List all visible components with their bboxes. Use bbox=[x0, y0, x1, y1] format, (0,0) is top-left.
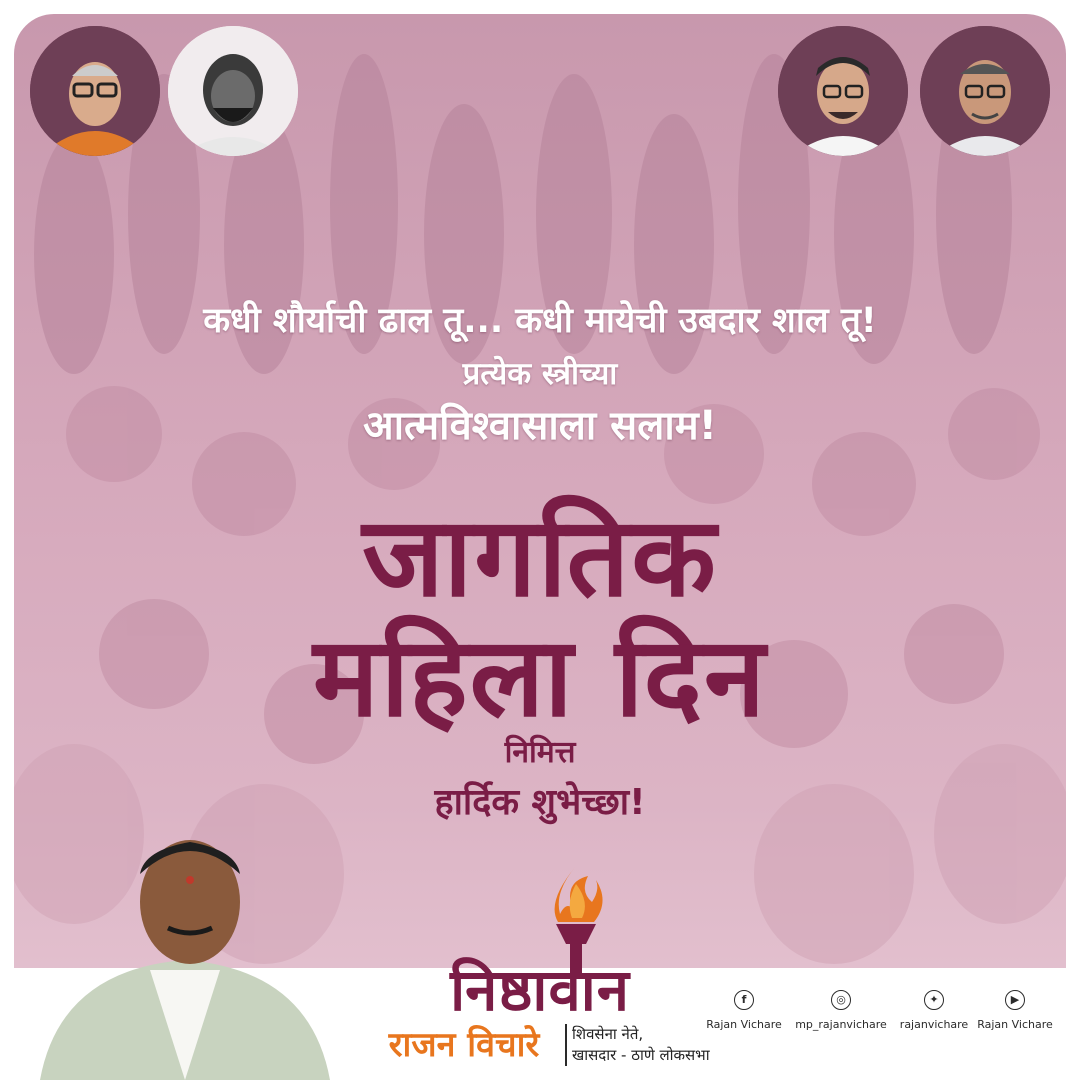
title-nimitt: निमित्त bbox=[504, 735, 576, 770]
youtube-icon: ▶ bbox=[1005, 990, 1025, 1010]
social-handle: Rajan Vichare bbox=[706, 1018, 782, 1031]
twitter-icon: ✦ bbox=[924, 990, 944, 1010]
portrait-4 bbox=[920, 26, 1050, 156]
title-mahila-din: महिला दिन bbox=[313, 612, 767, 741]
brand-leader-name: राजन विचारे bbox=[388, 1025, 540, 1065]
person-portrait-icon bbox=[168, 26, 298, 156]
person-portrait-icon bbox=[920, 26, 1050, 156]
social-handle: rajanvichare bbox=[899, 1018, 969, 1031]
portrait-1 bbox=[30, 26, 160, 156]
headline-line-3: आत्मविश्वासाला सलाम! bbox=[363, 403, 717, 449]
headline-line-1: कधी शौर्याची ढाल तू... कधी मायेची उबदार शाल तू! bbox=[203, 301, 877, 341]
social-youtube[interactable] bbox=[976, 990, 1054, 1031]
title-wishes: हार्दिक शुभेच्छा! bbox=[434, 782, 646, 823]
facebook-icon: f bbox=[734, 990, 754, 1010]
brand-title: निष्ठावान bbox=[450, 956, 630, 1024]
social-twitter[interactable] bbox=[896, 990, 972, 1031]
brand-divider bbox=[565, 1024, 567, 1066]
title-jagtik: जागतिक bbox=[362, 492, 718, 621]
person-portrait-icon bbox=[778, 26, 908, 156]
brand-role-line-2: खासदार - ठाणे लोकसभा bbox=[572, 1046, 710, 1064]
brand-role-line-1: शिवसेना नेते, bbox=[572, 1025, 644, 1043]
social-handle: Rajan Vichare bbox=[977, 1018, 1053, 1031]
portrait-2 bbox=[168, 26, 298, 156]
social-handle: mp_rajanvichare bbox=[795, 1018, 887, 1031]
social-instagram[interactable] bbox=[790, 990, 892, 1031]
social-facebook[interactable] bbox=[706, 990, 782, 1031]
leader-photo bbox=[40, 820, 330, 1080]
headline-line-2: प्रत्येक स्त्रीच्या bbox=[462, 356, 618, 392]
instagram-icon: ◎ bbox=[831, 990, 851, 1010]
social-links bbox=[706, 990, 1056, 1050]
brand-role bbox=[572, 1024, 710, 1066]
portrait-3 bbox=[778, 26, 908, 156]
person-portrait-icon bbox=[30, 26, 160, 156]
